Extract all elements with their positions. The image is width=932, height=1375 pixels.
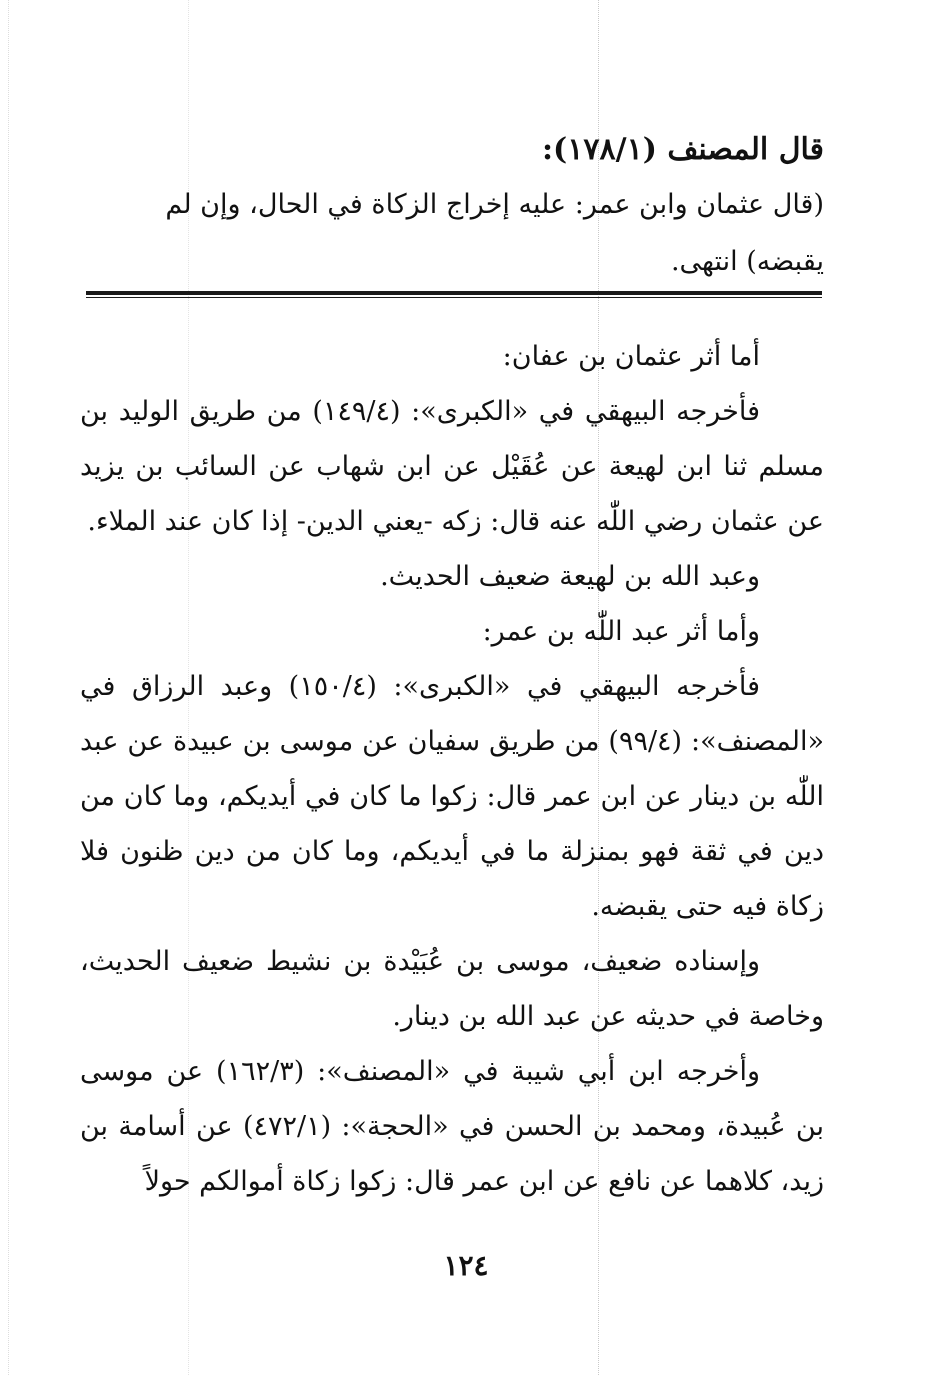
quote-line: (قال عثمان وابن عمر: عليه إخراج الزكاة في الحال، وإن لم [165,189,824,220]
paragraph [80,604,824,659]
body-text [80,329,824,1209]
quoted-text [80,176,824,290]
paragraph-text: وأخرجه ابن أبي شيبة في «المصنف»: (١٦٢/٣) عن موسى بن عُبيدة، ومحمد بن الحسن في «الحجة»: (٤٧٢/١) عن أسامة بن زيد، كلاهما عن نافع عن ابن عمر قال: زكوا زكاة أموالكم حولاً [80,1056,824,1197]
paragraph [80,659,824,934]
paragraph [80,934,824,1044]
paragraph [80,549,824,604]
paragraph-text: وعبد الله بن لهيعة ضعيف الحديث. [380,561,760,592]
paragraph-text: فأخرجه البيهقي في «الكبرى»: (١٤٩/٤) من طريق الوليد بن مسلم ثنا ابن لهيعة عن عُقَيْل عن ابن شهاب عن السائب بن يزيد عن عثمان رضي اللّٰه عنه قال: زكه -يعني الدين- إذا كان عند الملاء. [80,396,824,537]
paragraph [80,1044,824,1209]
paragraph-text: وإسناده ضعيف، موسى بن عُبَيْدة بن نشيط ضعيف الحديث، وخاصة في حديثه عن عبد الله بن دينار. [80,946,824,1032]
paragraph-text: وأما أثر عبد اللّٰه بن عمر: [482,616,760,647]
paragraph-text: أما أثر عثمان بن عفان: [502,341,760,372]
paragraph-text: فأخرجه البيهقي في «الكبرى»: (١٥٠/٤) وعبد الرزاق في «المصنف»: (٩٩/٤) من طريق سفيان عن موسى بن عبيدة عن عبد اللّٰه بن دينار عن ابن عمر قال: زكوا ما كان في أيديكم، وما كان من دين في ثقة فهو بمنزلة ما في أيديكم، وما كان من دين ظنون فلا زكاة فيه حتى يقبضه. [80,671,824,922]
separator-thin-rule [86,297,822,298]
section-separator [86,291,822,298]
section-heading: قال المصنف (١٧٨/١): [541,132,824,167]
paragraph [80,384,824,549]
scan-artifact-line [8,0,9,1375]
paragraph [80,329,824,384]
quote-line: يقبضه) انتهى. [670,246,824,277]
page-number: ١٢٤ [443,1249,489,1282]
